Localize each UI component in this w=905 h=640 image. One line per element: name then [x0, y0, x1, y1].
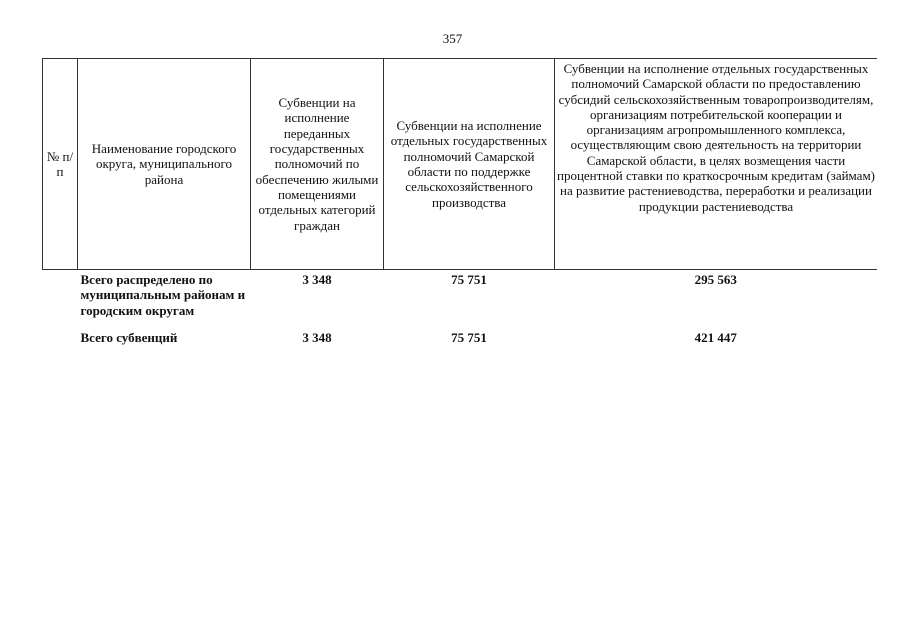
- table-row: [43, 270, 878, 328]
- header-interest-subsidy: Субвенции на исполнение отдельных государственных полномочий Самарской области по предоставлению субсидий сельскохозяйственным товаропроизводителям, организациям потребительской кооперации и организациям агропромышленного комплекса, осуществляющим свою деятельность на территории Самарской области, в целях возмещения части процентной ставки по краткосрочным кредитам (займам) на развитие растениеводства, переработки и реализации продукции растениеводства: [555, 59, 878, 270]
- subsidies-table: [42, 58, 877, 345]
- row-name: Всего распределено по муниципальным районам и городским округам: [80, 272, 246, 318]
- row-value: 75 751: [451, 272, 487, 287]
- row-name: Всего субвенций: [80, 329, 178, 345]
- row-value: 75 751: [451, 329, 487, 345]
- page-number: 357: [442, 31, 463, 46]
- row-value: 3 348: [302, 272, 332, 287]
- row-value: 295 563: [694, 272, 737, 287]
- header-number: № п/п: [43, 59, 78, 270]
- header-name: Наименование городского округа, муниципального района: [78, 59, 251, 270]
- table-row: [43, 328, 878, 345]
- row-value: 3 348: [302, 329, 332, 345]
- header-housing: Субвенции на исполнение переданных государственных полномочий по обеспечению жилыми помещениями отдельных категорий граждан: [251, 59, 384, 270]
- header-agriculture: Субвенции на исполнение отдельных государственных полномочий Самарской области по поддержке сельскохозяйственного производства: [384, 59, 555, 270]
- header-row: [43, 59, 878, 270]
- row-value: 421 447: [694, 329, 737, 345]
